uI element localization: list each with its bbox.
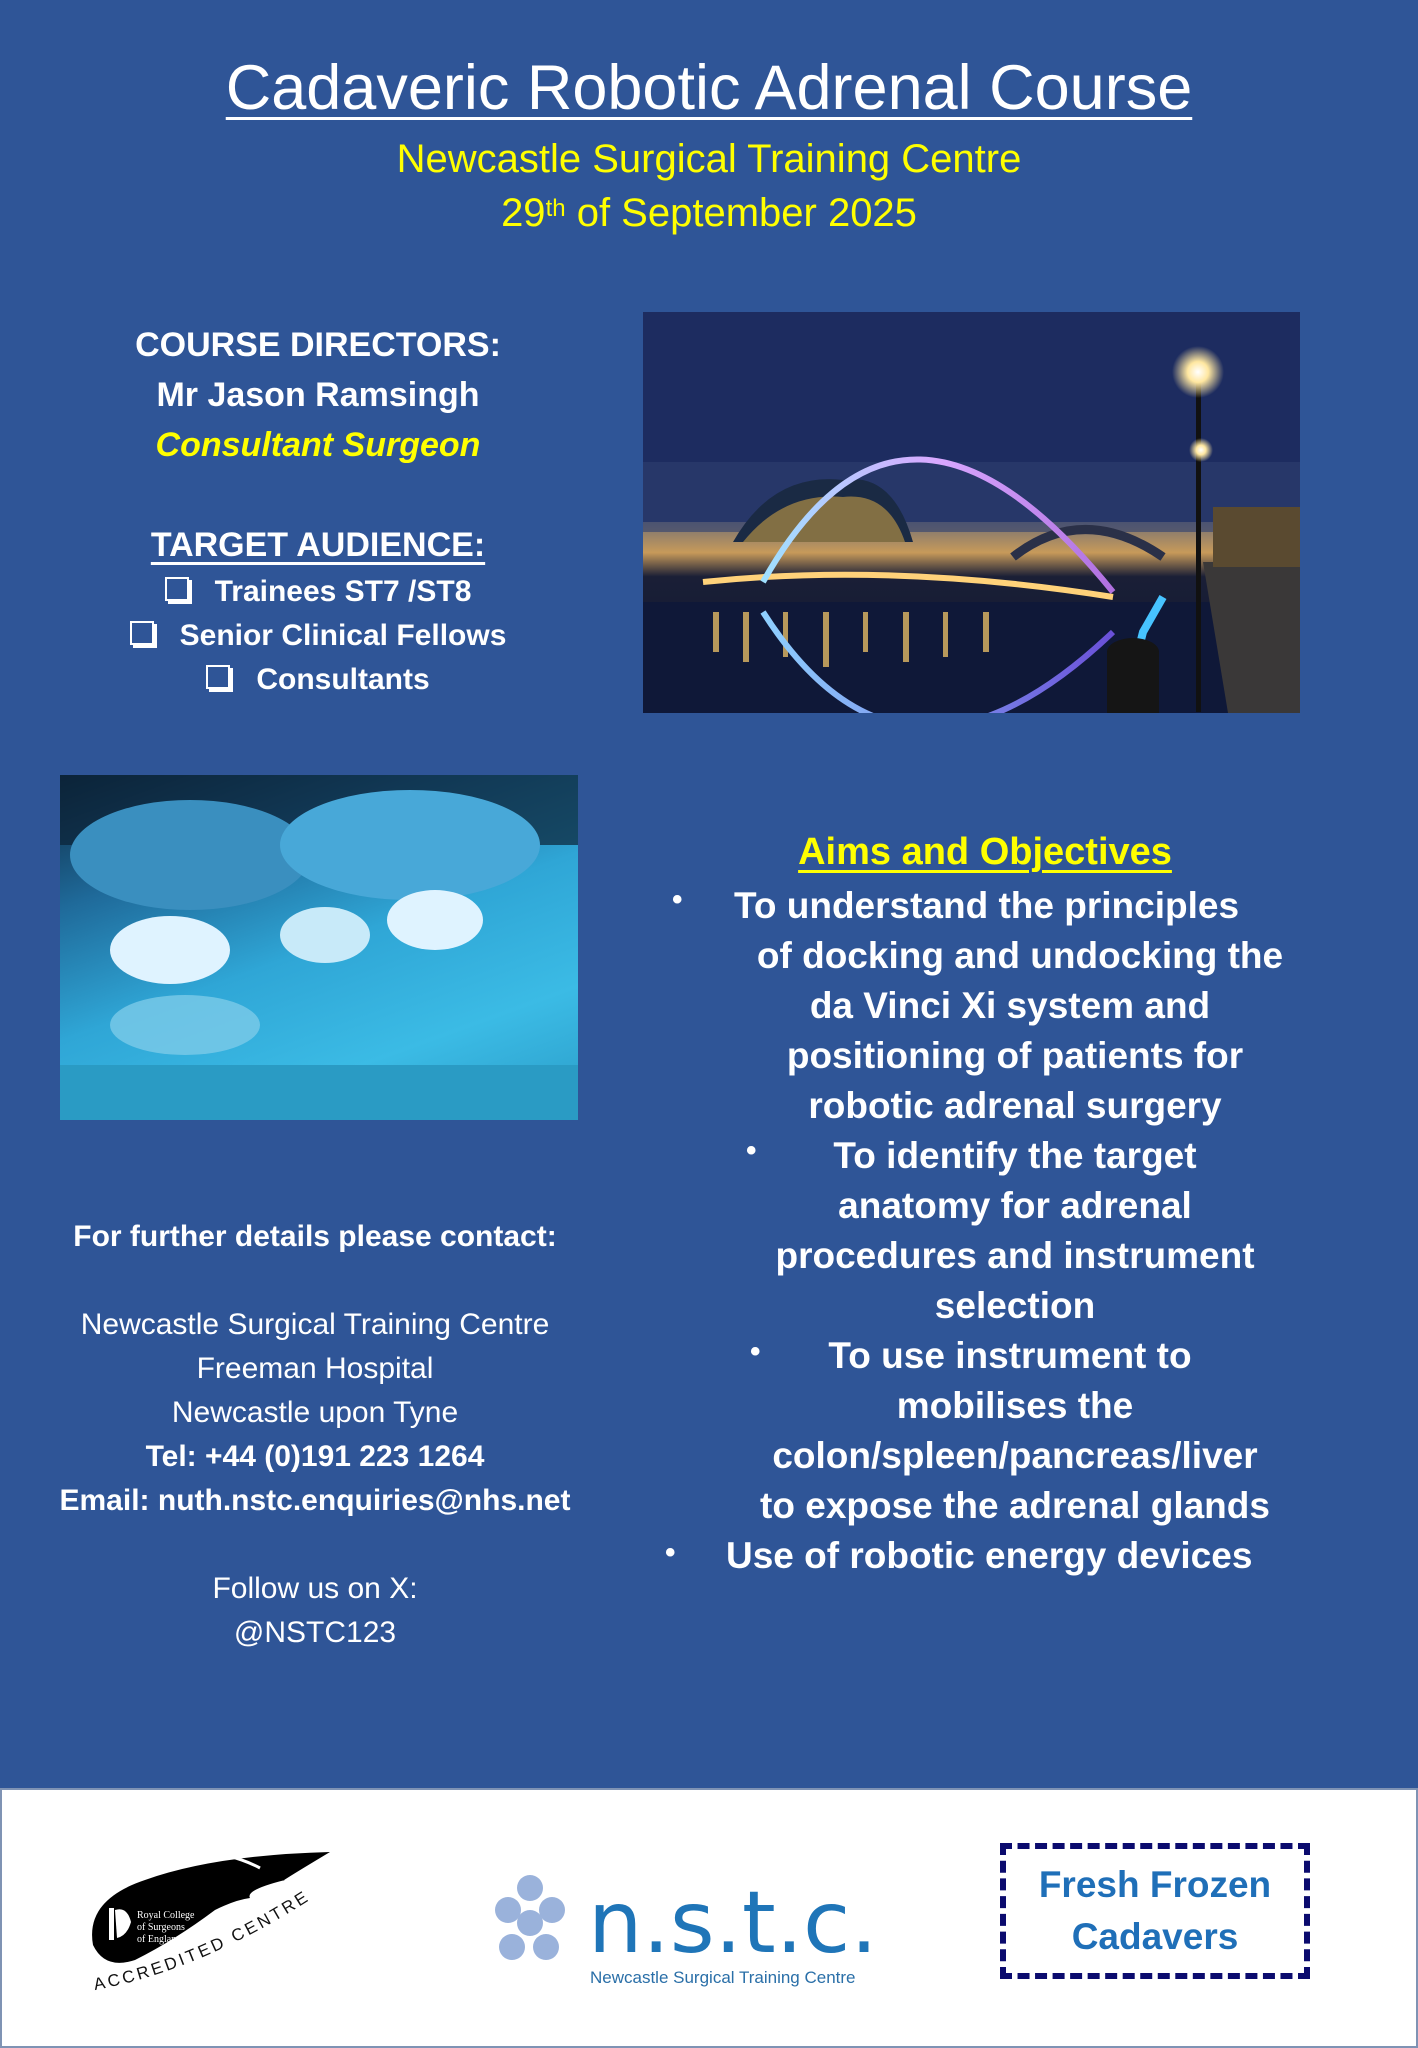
aims-line: mobilises the <box>896 1385 1134 1426</box>
bridge-photo <box>643 312 1300 713</box>
bullet-icon: • <box>665 1536 676 1569</box>
bridge-illustration-icon <box>643 312 1300 713</box>
aims-line: to expose the adrenal glands <box>760 1485 1270 1526</box>
aims-line: colon/spleen/pancreas/liver <box>772 1435 1258 1476</box>
surgeons-photo <box>60 775 578 1120</box>
rcs-wing-icon <box>75 1840 355 2010</box>
aims-heading <box>650 828 1320 876</box>
nstc-tagline: Newcastle Surgical Training Centre <box>590 1968 856 1987</box>
aims-heading-text: Aims and Objectives <box>798 831 1172 873</box>
follow-label: Follow us on X: <box>212 1572 418 1605</box>
aims-line: positioning of patients for <box>786 1035 1244 1076</box>
checkbox-icon <box>206 665 230 689</box>
director-role: Consultant Surgeon <box>155 426 481 464</box>
rcs-arc-text: ACCREDITED CENTRE <box>92 1886 314 1994</box>
director-name: Mr Jason Ramsingh <box>156 376 480 414</box>
audience-item-label: Trainees ST7 /ST8 <box>214 575 472 608</box>
audience-heading-text: TARGET AUDIENCE: <box>150 526 486 564</box>
venue-subtitle: Newcastle Surgical Training Centre <box>396 137 1022 181</box>
date-suffix: th <box>545 195 566 222</box>
contact-heading: For further details please contact: <box>73 1220 557 1253</box>
x-handle[interactable]: @NSTC123 <box>233 1616 397 1649</box>
contact-org: Newcastle Surgical Training Centre <box>80 1308 550 1341</box>
title-text: Cadaveric Robotic Adrenal Course <box>225 53 1193 123</box>
audience-heading <box>20 523 616 567</box>
nstc-logo <box>490 1855 870 1990</box>
bullet-icon: • <box>746 1134 757 1167</box>
directors-heading: COURSE DIRECTORS: <box>135 326 501 364</box>
checkbox-icon <box>130 621 154 645</box>
aims-line: da Vinci Xi system and <box>809 985 1211 1026</box>
contact-hospital: Freeman Hospital <box>196 1352 434 1385</box>
aims-line: Use of robotic energy devices <box>726 1535 1253 1576</box>
date-rest: of September 2025 <box>565 191 917 235</box>
aims-line: To identify the target <box>833 1135 1197 1176</box>
audience-item-label: Consultants <box>256 663 430 696</box>
audience-item <box>20 616 616 656</box>
audience-item <box>20 660 616 700</box>
badge-line2: Cadavers <box>1071 1916 1239 1957</box>
date-day: 29 <box>501 191 546 235</box>
audience-item <box>20 572 616 612</box>
rcs-line1: Royal College <box>137 1910 195 1921</box>
badge-line1: Fresh Frozen <box>1038 1864 1272 1905</box>
audience-item-label: Senior Clinical Fellows <box>179 619 507 652</box>
nstc-dots-icon <box>490 1855 870 1990</box>
nstc-wordmark: n.s.t.c. <box>588 1873 870 1973</box>
aims-line: To understand the principles <box>734 885 1240 926</box>
aims-line: of docking and undocking the <box>756 935 1284 976</box>
bullet-icon: • <box>750 1335 761 1368</box>
contact-tel[interactable]: Tel: +44 (0)191 223 1264 <box>145 1440 485 1473</box>
aims-line: To use instrument to <box>828 1335 1192 1376</box>
fresh-frozen-badge <box>1000 1843 1310 1979</box>
aims-line: robotic adrenal surgery <box>808 1085 1222 1126</box>
rcs-line3: of England <box>137 1934 182 1945</box>
surgeons-illustration-icon <box>60 775 578 1120</box>
rcs-accredited-logo <box>75 1840 355 2010</box>
page-title <box>0 52 1418 124</box>
bullet-icon: • <box>672 883 683 916</box>
aims-line: procedures and instrument <box>775 1235 1255 1276</box>
aims-line: selection <box>934 1285 1096 1326</box>
checkbox-icon <box>165 577 189 601</box>
rcs-line2: of Surgeons <box>137 1922 185 1933</box>
aims-line: anatomy for adrenal <box>838 1185 1192 1226</box>
contact-city: Newcastle upon Tyne <box>171 1396 459 1429</box>
contact-email[interactable]: Email: nuth.nstc.enquiries@nhs.net <box>59 1484 571 1517</box>
course-date <box>0 190 1418 236</box>
